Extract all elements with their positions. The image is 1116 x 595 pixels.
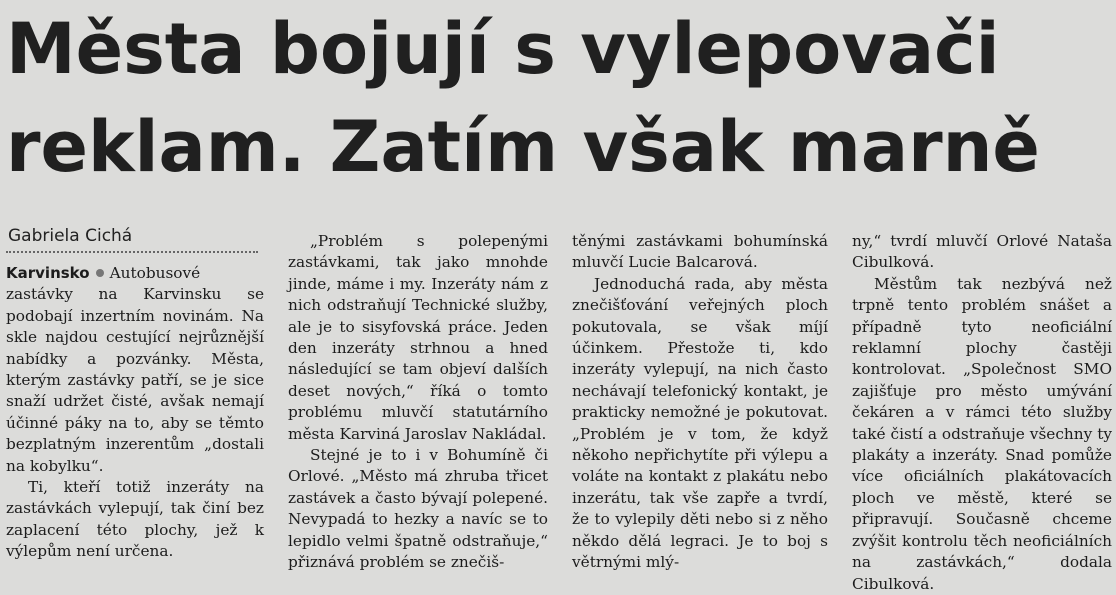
column-3-paragraph-2: Jednoduchá rada, aby města znečišťování veřejných ploch pokutovala, se však míjí účinkem. Přestože ti, kdo inzeráty vylepují, na nich často nechávají telefonický kontakt, je prakticky nemožné je pokutovat. „Problém je v tom, že když někoho nepřichytíte při výlepu a voláte na kontakt z plakátu nebo inzerátu, tak vše zapře a tvrdí, že to vylepily děti nebo si z něho někdo dělá legraci. Je to boj s větrnými mlý- xyxy=(572,274,828,572)
column-3-paragraph-1: těnými zastávkami bohumínská mluvčí Lucie Balcarová. xyxy=(572,232,828,272)
headline-line-1: Města bojují s vylepovači xyxy=(6,8,1000,90)
column-2-paragraph-1: „Problém s polepenými zastávkami, tak jako mnohde jinde, máme i my. Inzeráty nám z nich odstraňují Technické služby, ale je to sisyfovská práce. Jeden den inzeráty strhnou a hned následující se tam objeví dalších deset nových,“ říká o tomto problému mluvčí statutárního města Karviná Jaroslav Nakládal. xyxy=(288,232,548,443)
article-column-4 xyxy=(852,231,1112,595)
dateline-bullet-icon xyxy=(96,269,104,277)
headline-line-2: reklam. Zatím však marně xyxy=(6,106,1040,188)
column-4-paragraph-1: ny,“ tvrdí mluvčí Orlové Nataša Cibulková. xyxy=(852,232,1112,272)
column-1-paragraph-1 xyxy=(6,263,264,477)
article-column-3 xyxy=(572,231,828,574)
dateline: Karvinsko xyxy=(6,264,90,282)
column-1-paragraph-1-text: Autobusové zastávky na Karvinsku se podobají inzertním novinám. Na skle najdou cestující nejrůznější nabídky a pozvánky. Města, kterým zastávky patří, se je sice snaží udržet čisté, avšak nemají účinné páky na to, aby se těmto bezplatným inzerentům „dostali na kobylku“. xyxy=(6,264,264,475)
column-1-paragraph-2: Ti, kteří totiž inzeráty na zastávkách vylepují, tak činí bez zaplacení této plochy, jež k výlepům není určena. xyxy=(6,478,264,561)
headline xyxy=(6,0,1112,196)
article-column-1 xyxy=(6,263,264,563)
article-column-2 xyxy=(288,231,548,574)
byline-divider xyxy=(6,251,258,253)
column-4-paragraph-2: Městům tak nezbývá než trpně tento problém snášet a případně tyto neoficiální reklamní plochy častěji kontrolovat. „Společnost SMO zajišťuje pro město umývání čekáren a v rámci této služby také čistí a odstraňuje všechny ty plakáty a inzeráty. Snad pomůže více oficiálních plakátovacích ploch ve městě, které se připravují. Současně chceme zvýšit kontrolu těch neoficiálních na zastávkách,“ dodala Cibulková. xyxy=(852,274,1112,593)
column-2-paragraph-2: Stejné je to i v Bohumíně či Orlové. „Město má zhruba třicet zastávek a často bývají polepené. Nevypadá to hezky a navíc se to lepidlo velmi špatně odstraňuje,“ přiznává problém se znečiš- xyxy=(288,446,548,572)
author-byline: Gabriela Cichá xyxy=(8,226,133,246)
